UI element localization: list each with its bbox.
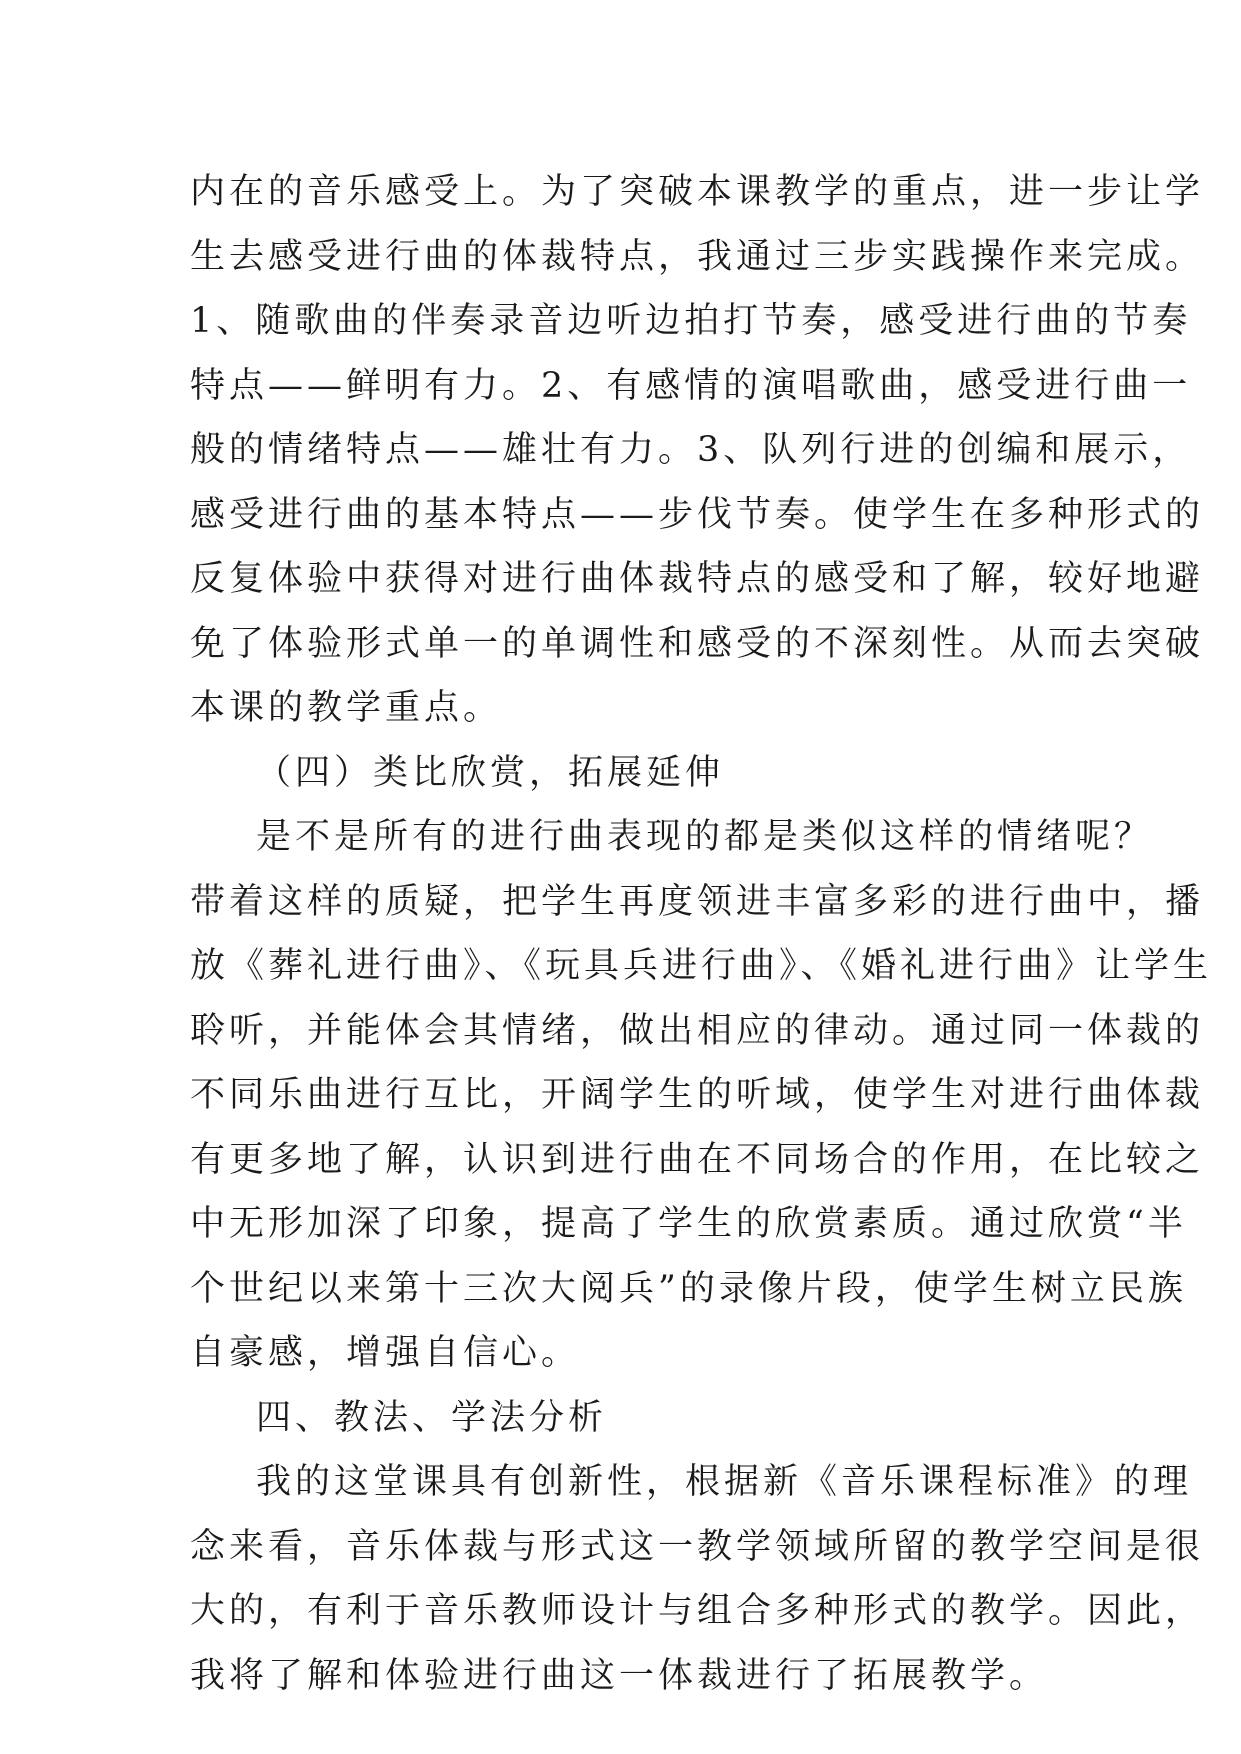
text-line: 1、随歌曲的伴奏录音边听边拍打节奏，感受进行曲的节奏 (190, 301, 1192, 341)
text-line: 念来看，音乐体裁与形式这一教学领域所留的教学空间是很 (190, 1526, 1205, 1567)
text-line: 生去感受进行曲的体裁特点，我通过三步实践操作来完成。 (190, 236, 1205, 277)
text-line: 本课的教学重点。 (190, 688, 503, 728)
text-line: 聆听，并能体会其情绪，做出相应的律动。通过同一体裁的 (190, 1010, 1205, 1051)
text-line: 内在的音乐感受上。为了突破本课教学的重点，进一步让学 (190, 172, 1205, 212)
text-line: 是不是所有的进行曲表现的都是类似这样的情绪呢？ (256, 817, 1154, 857)
text-line: 我将了解和体验进行曲这一体裁进行了拓展教学。 (190, 1655, 1049, 1696)
text-line: 中无形加深了印象，提高了学生的欣赏素质。通过欣赏“半 (190, 1204, 1187, 1244)
text-line: （四）类比欣赏，拓展延伸 (256, 752, 725, 793)
document-page (190, 160, 1213, 1708)
text-line: 四、教法、学法分析 (256, 1397, 608, 1438)
text-line: 个世纪以来第十三次大阅兵”的录像片段，使学生树立民族 (190, 1268, 1187, 1309)
text-line: 带着这样的质疑，把学生再度领进丰富多彩的进行曲中，播 (190, 881, 1205, 922)
text-line: 放《葬礼进行曲》、《玩具兵进行曲》、《婚礼进行曲》让学生 (190, 946, 1213, 986)
text-line: 我的这堂课具有创新性，根据新《音乐课程标准》的理 (256, 1462, 1193, 1502)
text-line: 感受进行曲的基本特点——步伐节奏。使学生在多种形式的 (190, 494, 1205, 535)
text-line: 特点——鲜明有力。2、有感情的演唱歌曲，感受进行曲一 (190, 365, 1192, 406)
text-line: 有更多地了解，认识到进行曲在不同场合的作用，在比较之 (190, 1139, 1205, 1180)
text-line: 大的，有利于音乐教师设计与组合多种形式的教学。因此， (190, 1591, 1205, 1631)
text-line: 般的情绪特点——雄壮有力。3、队列行进的创编和展示， (190, 430, 1192, 470)
text-line: 反复体验中获得对进行曲体裁特点的感受和了解，较好地避 (190, 559, 1205, 599)
text-line: 自豪感，增强自信心。 (190, 1333, 581, 1373)
text-line: 免了体验形式单一的单调性和感受的不深刻性。从而去突破 (190, 623, 1205, 664)
text-line: 不同乐曲进行互比，开阔学生的听域，使学生对进行曲体裁 (190, 1075, 1205, 1115)
